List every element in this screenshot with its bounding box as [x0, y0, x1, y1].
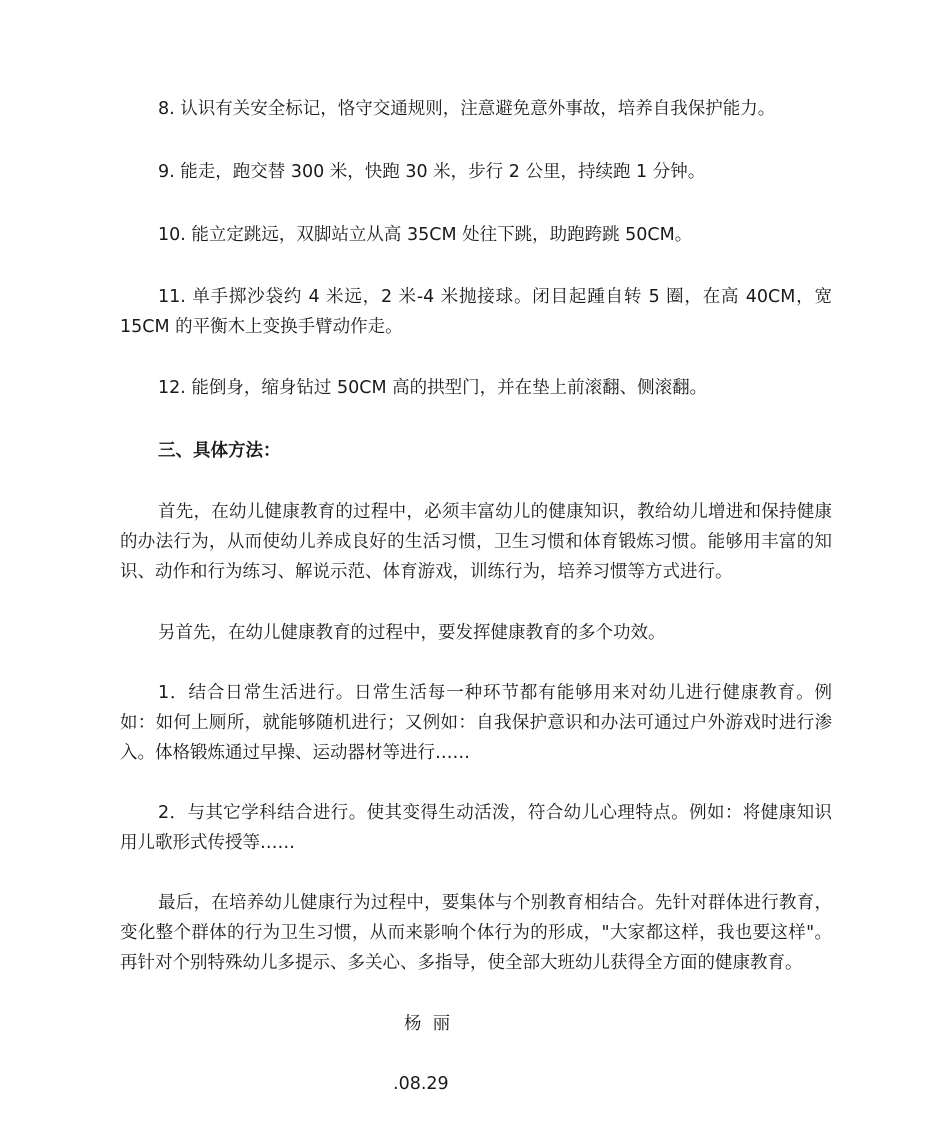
signature-author: 杨 丽: [404, 1014, 451, 1034]
paragraph-last: 最后，在培养幼儿健康行为过程中，要集体与个别教育相结合。先针对群体进行教育，变化整个群体的行为卫生习惯，从而来影响个体行为的形成，"大家都这样，我也要这样"。再针对个别特殊幼儿多提示、多关心、多指导，使全部大班幼儿获得全方面的健康教育。: [120, 893, 832, 973]
list-item-10: 10. 能立定跳远，双脚站立从高 35CM 处往下跳，助跑跨跳 50CM。: [158, 225, 693, 245]
section-heading: 三、具体方法：: [158, 441, 281, 461]
paragraph-second: 另首先，在幼儿健康教育的过程中，要发挥健康教育的多个功效。: [158, 623, 666, 643]
list-item-11: 11. 单手掷沙袋约 4 米远，2 米-4 米抛接球。闭目起踵自转 5 圈，在高 40CM，宽 15CM 的平衡木上变换手臂动作走。: [120, 287, 832, 337]
list-item-8: 8. 认识有关安全标记，恪守交通规则，注意避免意外事故，培养自我保护能力。: [158, 99, 776, 119]
paragraph-first: 首先，在幼儿健康教育的过程中，必须丰富幼儿的健康知识，教给幼儿增进和保持健康的办法行为，从而使幼儿养成良好的生活习惯，卫生习惯和体育锻炼习惯。能够用丰富的知识、动作和行为练习、解说示范、体育游戏，训练行为，培养习惯等方式进行。: [120, 502, 832, 582]
list-item-9: 9. 能走，跑交替 300 米，快跑 30 米，步行 2 公里，持续跑 1 分钟。: [158, 162, 706, 182]
signature-date: .08.29: [393, 1074, 449, 1094]
paragraph-point-2: 2．与其它学科结合进行。使其变得生动活泼，符合幼儿心理特点。例如：将健康知识用儿歌形式传授等……: [120, 803, 832, 853]
paragraph-point-1: 1．结合日常生活进行。日常生活每一种环节都有能够用来对幼儿进行健康教育。例如：如何上厕所，就能够随机进行；又例如：自我保护意识和办法可通过户外游戏时进行渗入。体格锻炼通过早操、运动器材等进行……: [120, 683, 832, 763]
list-item-12: 12. 能倒身，缩身钻过 50CM 高的拱型门，并在垫上前滚翻、侧滚翻。: [158, 378, 708, 398]
